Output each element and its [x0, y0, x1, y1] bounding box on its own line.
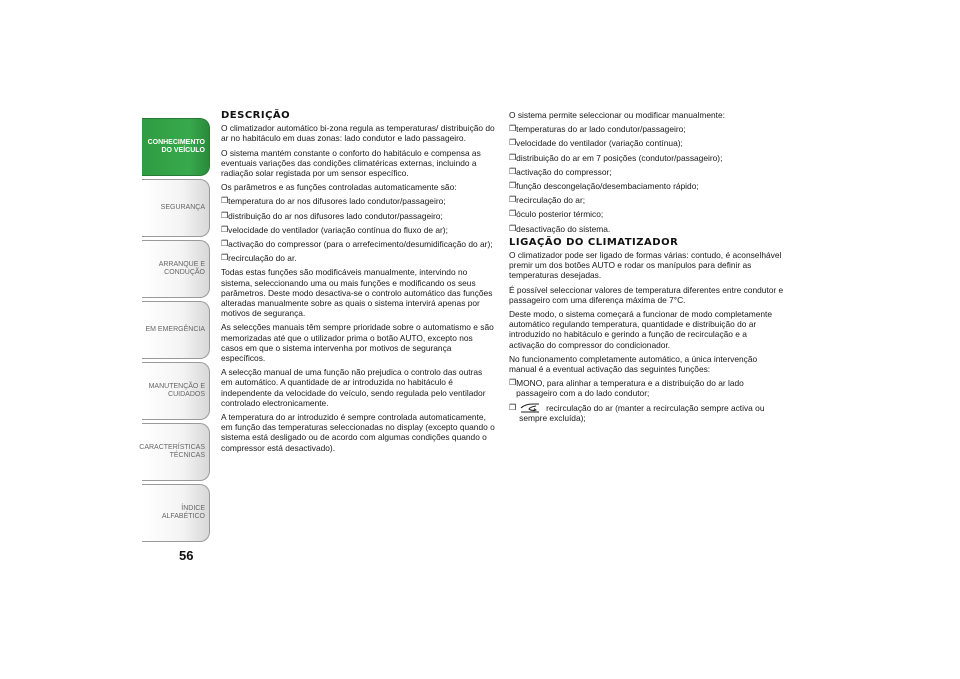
list-item-text: temperatura do ar nos difusores lado condutor/passageiro; — [228, 196, 446, 207]
list-item — [221, 196, 496, 206]
tab-label: MANUTENÇÃO E CUIDADOS — [148, 383, 205, 398]
tab-label: SEGURANÇA — [160, 204, 205, 211]
tab-em-emergencia[interactable] — [142, 301, 210, 359]
list-item — [221, 225, 496, 235]
tab-label: EM EMERGÊNCIA — [145, 326, 205, 333]
list-item — [509, 378, 784, 398]
list-item-text: desactivação do sistema. — [516, 223, 611, 234]
list-item — [509, 403, 784, 424]
tab-label: ÍNDICE ALFABÉTICO — [161, 505, 205, 520]
tab-label: CONHECIMENTO DO VEÍCULO — [147, 139, 205, 154]
paragraph: Deste modo, o sistema começará a funcionar de modo completamente automático regulando temperatura, quantidade e distribuição do ar introduzido no habitáculo e gerindo a função de recirculação e a activação do compressor do condicionador. — [509, 309, 773, 350]
list-item — [509, 209, 784, 219]
list-item — [509, 138, 784, 148]
list-item-text: óculo posterior térmico; — [516, 209, 604, 220]
list-item-text: temperaturas do ar lado condutor/passageiro; — [516, 124, 686, 135]
tab-manutencao-e-cuidados[interactable] — [142, 362, 210, 420]
paragraph: No funcionamento completamente automático, a única intervenção manual é a eventual activação das seguintes funções: — [509, 353, 758, 375]
checkbox-bullet-icon: ❒ — [509, 181, 517, 191]
list-item-text: velocidade do ventilador (variação contínua do fluxo de ar); — [228, 224, 448, 235]
list-item-text: MONO, para alinhar a temperatura e a distribuição do ar lado passageiro com a do lado condutor; — [516, 378, 744, 399]
tab-seguranca[interactable] — [142, 179, 210, 237]
section-heading-ligacao: LIGAÇÃO DO CLIMATIZADOR — [509, 236, 679, 248]
section-heading-descricao: DESCRIÇÃO — [221, 110, 291, 121]
list-item-text: recirculação do ar. — [228, 253, 297, 264]
checkbox-bullet-icon: ❒ — [221, 239, 229, 249]
list-item-text: activação do compressor (para o arrefecimento/desumidificação do ar); — [228, 239, 493, 250]
checkbox-bullet-icon: ❒ — [509, 209, 517, 219]
list-item-text: velocidade do ventilador (variação contínua); — [516, 138, 683, 149]
list-item — [509, 124, 784, 134]
checkbox-bullet-icon: ❒ — [509, 402, 517, 412]
list-item — [509, 167, 784, 177]
checkbox-bullet-icon: ❒ — [221, 196, 229, 206]
left-column — [221, 110, 496, 457]
right-column — [509, 110, 784, 428]
checkbox-bullet-icon: ❒ — [509, 138, 517, 148]
checkbox-bullet-icon: ❒ — [509, 124, 517, 134]
list-item — [221, 211, 496, 221]
paragraph: Todas estas funções são modificáveis manualmente, intervindo no sistema, seleccionando uma ou mais funções e modificando os seus parâmetros. Deste modo desactiva-se o controlo automático das funções alteradas manualmente sobre as quais o sistema intervirá apenas por motivos de segurança. — [221, 267, 493, 319]
paragraph: Os parâmetros e as funções controladas automaticamente são: — [221, 182, 457, 193]
tab-arranque-e-conducao[interactable] — [142, 240, 210, 298]
paragraph: As selecções manuais têm sempre prioridade sobre o automatismo e são memorizadas até que o utilizador prima o botão AUTO, excepto nos casos em que o sistema intervenha por motivos de segurança específicos. — [221, 322, 494, 364]
checkbox-bullet-icon: ❒ — [221, 253, 229, 263]
paragraph: O climatizador pode ser ligado de formas várias: contudo, é aconselhável premir um dos botões AUTO e rodar os manípulos para definir as temperaturas desejadas. — [509, 250, 782, 281]
tab-indice-alfabetico[interactable] — [142, 484, 210, 542]
list-item-text: activação do compressor; — [516, 166, 612, 177]
list-item-text — [516, 403, 784, 424]
list-item — [509, 153, 784, 163]
checkbox-bullet-icon: ❒ — [509, 166, 517, 176]
list-item — [509, 181, 784, 191]
chapter-sidebar — [139, 118, 210, 546]
list-item-text: distribuição do ar nos difusores lado condutor/passageiro; — [228, 210, 443, 221]
checkbox-bullet-icon: ❒ — [509, 152, 517, 162]
paragraph: A selecção manual de uma função não prejudica o controlo das outras em automático. A quantidade de ar introduzida no habitáculo é independente da velocidade do veículo, sendo regulada pelo ventilador controlado electronicamente. — [221, 367, 486, 408]
page-number: 56 — [179, 548, 194, 563]
list-item-text: função descongelação/desembaciamento rápido; — [516, 181, 699, 192]
tab-conhecimento-do-veiculo[interactable] — [142, 118, 210, 176]
list-item — [509, 195, 784, 205]
paragraph: O sistema mantém constante o conforto do habitáculo e compensa as eventuais variações das condições climatéricas externas, incluindo a radiação solar registada por um sensor específico. — [221, 147, 481, 179]
tab-label: ARRANQUE E CONDUÇÃO — [158, 261, 205, 276]
list-item-text: recirculação do ar; — [516, 195, 586, 206]
paragraph: É possível seleccionar valores de temperatura diferentes entre condutor e passageiro com uma diferença máxima de 7°C. — [509, 284, 784, 305]
list-item-text-recirc: recirculação do ar (manter a recirculação sempre activa ou sempre excluída); — [519, 402, 765, 424]
list-item — [509, 224, 784, 234]
checkbox-bullet-icon: ❒ — [509, 223, 517, 233]
list-item — [221, 253, 496, 263]
tab-caracteristicas-tecnicas[interactable] — [139, 423, 210, 481]
list-item-text: distribuição do ar em 7 posições (condutor/passageiro); — [516, 152, 723, 163]
tab-label: CARACTERÍSTICAS TÉCNICAS — [139, 444, 205, 459]
paragraph: O climatizador automático bi-zona regula as temperaturas/ distribuição do ar no habitáculo em duas zonas: lado condutor e lado passageiro. — [221, 123, 495, 144]
checkbox-bullet-icon: ❒ — [509, 378, 517, 388]
list-item — [221, 239, 496, 249]
recirculation-icon — [519, 403, 543, 413]
checkbox-bullet-icon: ❒ — [221, 224, 229, 234]
paragraph: O sistema permite seleccionar ou modificar manualmente: — [509, 110, 725, 120]
checkbox-bullet-icon: ❒ — [221, 210, 229, 220]
checkbox-bullet-icon: ❒ — [509, 195, 517, 205]
paragraph: A temperatura do ar introduzido é sempre controlada automaticamente, em função das temperaturas seleccionadas no display (excepto quando o sistema está desligado ou de acordo com algumas condições quando o compressor está desactivado). — [221, 412, 495, 453]
